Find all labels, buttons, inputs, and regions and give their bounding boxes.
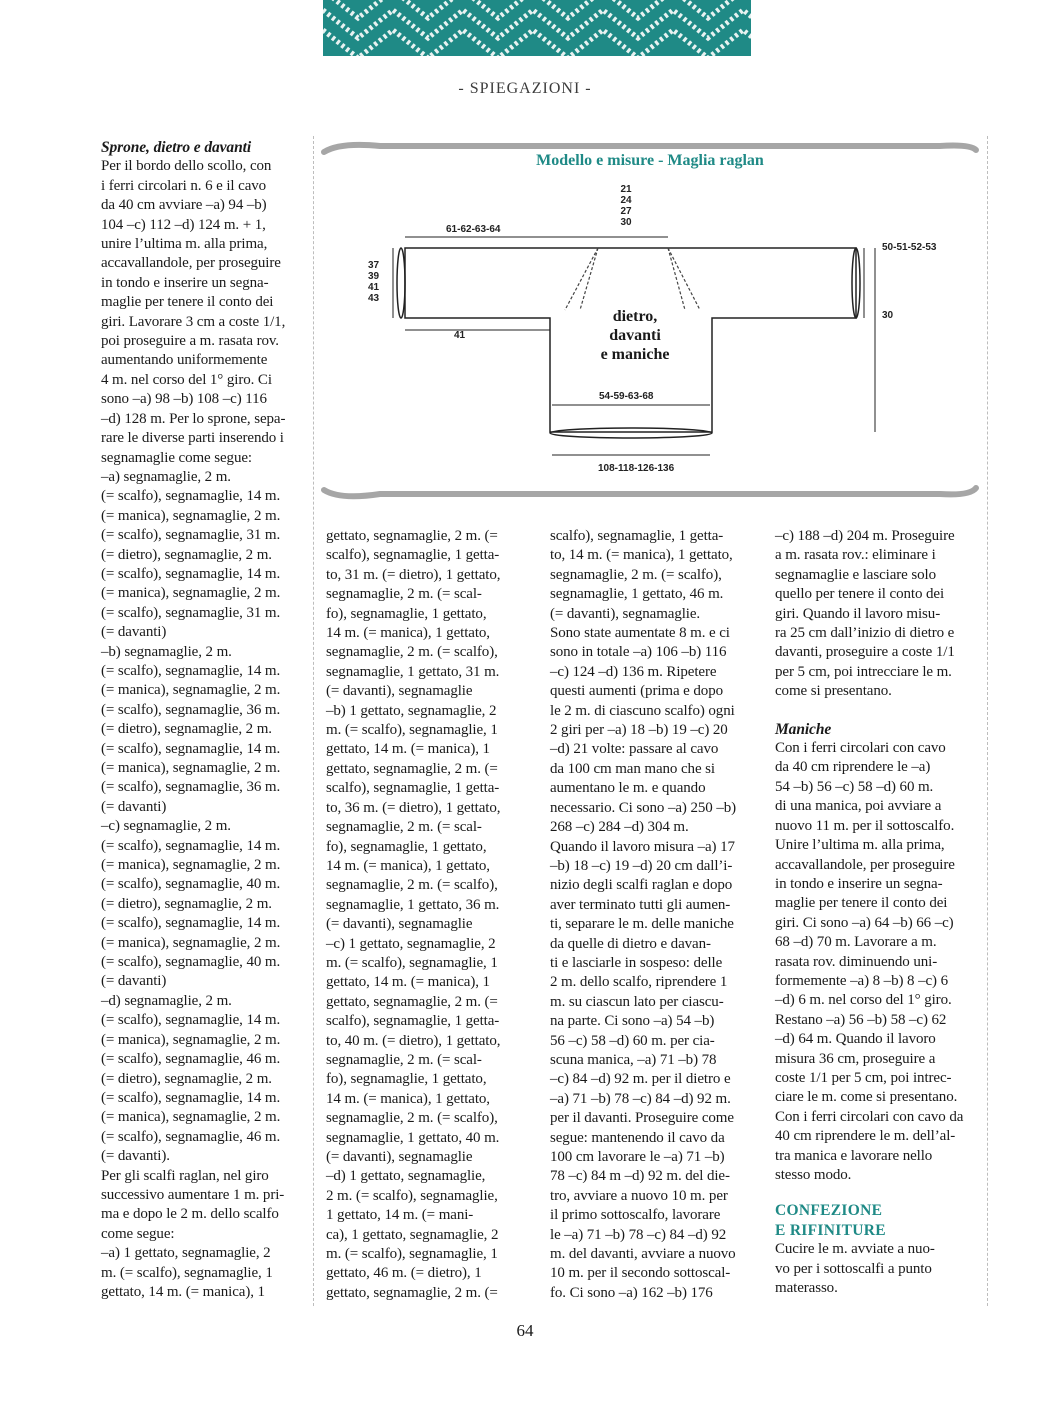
text-line: accavallandole, per proseguire	[775, 856, 955, 873]
text-line: 268 –c) 284 –d) 304 m.	[550, 819, 689, 836]
text-line: 1 gettato, 14 m. (= mani-	[326, 1207, 474, 1224]
text-line: scalfo), segnamaglie, 1 getta-	[550, 528, 724, 544]
text-line: –a) 71 –b) 78 –c) 84 –d) 92 m.	[550, 1090, 731, 1107]
text-line: (= davanti), segnamaglie	[326, 916, 473, 933]
text-line: (= dietro), segnamaglie, 2 m.	[101, 546, 272, 563]
text-line: 2 m. (= scalfo), segnamaglie,	[326, 1187, 498, 1204]
text-line: (= scalfo), segnamaglie, 14 m.	[101, 837, 281, 854]
text-line: segue: mantenendo il cavo da	[550, 1129, 725, 1146]
text-line: da 40 cm avviare –a) 94 –b)	[101, 197, 267, 214]
text-line: –c) segnamaglie, 2 m.	[101, 818, 231, 835]
text-line: (= scalfo), segnamaglie, 36 m.	[101, 779, 281, 796]
text-line: –a) segnamaglie, 2 m.	[101, 468, 231, 485]
text-line: segnamaglie, 2 m. (= scal-	[326, 1051, 482, 1068]
text-line: come si presentano.	[775, 683, 892, 700]
text-line: unire l’ultima m. alla prima,	[101, 236, 268, 253]
text-line: giri. Quando il lavoro misu-	[775, 605, 941, 622]
text-line: (= scalfo), segnamaglie, 46 m.	[101, 1128, 281, 1145]
text-line: (= scalfo), segnamaglie, 14 m.	[101, 915, 281, 932]
text-line: sono in totale –a) 106 –b) 116	[550, 644, 727, 661]
text-line: (= scalfo), segnamaglie, 14 m.	[101, 740, 281, 757]
text-line: m. (= scalfo), segnamaglie, 1	[326, 722, 498, 739]
text-line: 56 –c) 58 –d) 60 m. per cia-	[550, 1032, 715, 1049]
text-line: ca), 1 gettato, segnamaglie, 2	[326, 1226, 499, 1243]
text-line: –c) 188 –d) 204 m. Proseguire	[775, 528, 955, 544]
text-line: gettato, 14 m. (= manica), 1	[326, 741, 490, 758]
text-line: segnamaglie, 2 m. (= scal-	[326, 586, 482, 603]
text-line: quello per tenere il conto dei	[775, 586, 945, 603]
text-line: (= scalfo), segnamaglie, 40 m.	[101, 954, 281, 971]
text-line: 100 cm lavorare le –a) 71 –b)	[550, 1149, 725, 1165]
text-line: (= davanti)	[101, 798, 167, 815]
text-line: Quando il lavoro misura –a) 17	[550, 838, 735, 855]
text-line: (= davanti).	[101, 1148, 170, 1165]
text-line: scalfo), segnamaglie, 1 getta-	[326, 1013, 500, 1030]
text-line: Con i ferri circolari con cavo da	[775, 1108, 964, 1125]
text-line: (= scalfo), segnamaglie, 14 m.	[101, 1012, 281, 1029]
text-line: scalfo), segnamaglie, 1 getta-	[326, 547, 500, 564]
text-line: –b) 1 gettato, segnamaglie, 2	[326, 702, 497, 719]
text-line: to, 31 m. (= dietro), 1 gettato,	[326, 566, 501, 583]
text-line: Per gli scalfi raglan, nel giro	[101, 1167, 269, 1184]
text-line: nuovo 11 m. per il sottoscalfo.	[775, 817, 955, 834]
text-line: (= scalfo), segnamaglie, 46 m.	[101, 1051, 281, 1068]
text-line: maglie per tenere il conto dei	[775, 895, 948, 912]
text-line: m. (= scalfo), segnamaglie, 1	[101, 1264, 273, 1281]
text-line: i ferri circolari n. 6 e il cavo	[101, 177, 267, 194]
text-line: (= manica), segnamaglie, 2 m.	[101, 934, 281, 951]
circumference-label: 108-118-126-136	[598, 463, 675, 474]
text-line: da 40 cm riprendere le –a)	[775, 759, 931, 776]
text-line: –b) segnamaglie, 2 m.	[101, 643, 232, 660]
subsection-heading: Sprone, dietro e davanti	[101, 139, 252, 156]
text-line: 68 –d) 70 m. Lavorare a m.	[775, 934, 937, 951]
text-line: (= scalfo), segnamaglie, 31 m.	[101, 527, 281, 544]
sleeve-length-label: 61-62-63-64	[446, 224, 501, 235]
text-line: nizio degli scalfi raglan e dopo	[550, 877, 733, 894]
text-line: m. (= scalfo), segnamaglie, 1	[326, 1246, 498, 1263]
text-line: (= davanti)	[101, 624, 167, 641]
text-line: segnamaglie, 2 m. (= scalfo),	[326, 644, 498, 661]
text-line: m. su ciascun lato per ciascu-	[550, 993, 724, 1010]
text-line: segnamaglie, 2 m. (= scal-	[326, 819, 482, 836]
text-line: scuna manica, –a) 71 –b) 78	[550, 1051, 717, 1068]
text-line: fo), segnamaglie, 1 gettato,	[326, 1071, 487, 1088]
text-line: (= dietro), segnamaglie, 2 m.	[101, 721, 272, 738]
text-line: gettato, 14 m. (= manica), 1	[326, 974, 490, 991]
text-line: ti e lasciarle in sospeso: delle	[550, 954, 723, 971]
text-line: 2 m. dello scalfo, riprendere 1	[550, 974, 728, 991]
text-column-4	[775, 527, 975, 1298]
text-line: to, 36 m. (= dietro), 1 gettato,	[326, 799, 501, 816]
width-label: 54-59-63-68	[599, 391, 654, 402]
text-line: il primo sottoscalfo, lavorare	[550, 1207, 721, 1224]
text-line: –d) 1 gettato, segnamaglie,	[326, 1168, 486, 1185]
text-line: (= davanti), segnamaglie	[326, 1149, 473, 1165]
text-line: –d) segnamaglie, 2 m.	[101, 992, 232, 1009]
text-line: scalfo), segnamaglie, 1 getta-	[326, 780, 500, 797]
text-line: maglie per tenere il conto dei	[101, 294, 274, 311]
text-line: materasso.	[775, 1280, 838, 1297]
text-line: le 2 m. di ciascuno scalfo) ogni	[550, 702, 735, 719]
text-line: (= manica), segnamaglie, 2 m.	[101, 760, 281, 776]
text-line: (= scalfo), segnamaglie, 14 m.	[101, 662, 281, 679]
section-title: - SPIEGAZIONI -	[458, 80, 592, 97]
text-line: (= manica), segnamaglie, 2 m.	[101, 585, 281, 602]
text-line: to, 14 m. (= manica), 1 gettato,	[550, 547, 733, 564]
column-divider	[313, 136, 314, 1306]
diagram-center-label: dietro, davanti e maniche	[600, 308, 670, 363]
text-line: (= scalfo), segnamaglie, 14 m.	[101, 565, 281, 582]
text-line: per il davanti. Proseguire come	[550, 1110, 734, 1127]
text-column-3	[550, 527, 750, 1303]
text-line: rare le diverse parti inserendo i	[101, 430, 284, 447]
text-line: (= scalfo), segnamaglie, 36 m.	[101, 701, 281, 718]
text-line: Per il bordo dello scollo, con	[101, 158, 272, 175]
text-line: le –a) 71 –b) 78 –c) 84 –d) 92	[550, 1226, 727, 1243]
text-line: 14 m. (= manica), 1 gettato,	[326, 857, 490, 874]
text-line: coste 1/1 per 5 cm, poi intrec-	[775, 1069, 952, 1086]
text-line: sono –a) 98 –b) 108 –c) 116	[101, 391, 267, 408]
text-line: segnamaglie come segue:	[101, 449, 252, 466]
text-line: tra manica e lavorare nello	[775, 1147, 933, 1164]
text-line: ma e dopo le 2 m. dello scalfo	[101, 1206, 279, 1223]
neck-measure-label: 21 24 27 30	[620, 184, 632, 228]
cuff-label: 50-51-52-53	[882, 242, 937, 253]
text-line: 4 m. nel corso del 1° giro. Ci	[101, 371, 272, 388]
text-line: 14 m. (= manica), 1 gettato,	[326, 1090, 490, 1107]
text-line: Cucire le m. avviate a nuo-	[775, 1241, 935, 1258]
text-line: Restano –a) 56 –b) 58 –c) 62	[775, 1011, 947, 1028]
text-line: 104 –c) 112 –d) 124 m. + 1,	[101, 216, 266, 233]
text-line: segnamaglie, 2 m. (= scalfo),	[550, 566, 722, 583]
text-line: tro, avviare a nuovo 10 m. per	[550, 1187, 728, 1204]
underarm-label: 41	[454, 330, 466, 341]
column-divider	[987, 136, 988, 1306]
text-line: da 100 cm man mano che si	[550, 760, 715, 777]
text-line: –d) 21 volte: passare al cavo	[550, 741, 719, 758]
text-line: formemente –a) 8 –b) 8 –c) 6	[775, 972, 948, 989]
side-height-label: 37 39 41 43	[368, 260, 380, 304]
text-line: (= manica), segnamaglie, 2 m.	[101, 1109, 281, 1126]
text-line: (= scalfo), segnamaglie, 31 m.	[101, 604, 281, 621]
text-line: –c) 124 –d) 136 m. Ripetere	[550, 663, 717, 680]
text-line: davanti, proseguire a coste 1/1	[775, 644, 955, 661]
text-line: fo), segnamaglie, 1 gettato,	[326, 838, 487, 855]
text-line: poi proseguire a m. rasata rov.	[101, 333, 279, 350]
text-line: vo per i sottoscalfi a punto	[775, 1260, 932, 1277]
text-line: per 5 cm, poi intrecciare le m.	[775, 663, 952, 680]
text-line: rasata rov. diminuendo uni-	[775, 953, 938, 970]
text-line: gettato, segnamaglie, 2 m. (=	[326, 528, 498, 544]
text-line: –c) 84 –d) 92 m. per il dietro e	[550, 1071, 731, 1088]
text-line: –a) 1 gettato, segnamaglie, 2	[101, 1245, 271, 1262]
text-line: aumentando uniformemente	[101, 352, 268, 369]
text-line: –c) 1 gettato, segnamaglie, 2	[326, 935, 496, 952]
text-line: fo. Ci sono –a) 162 –b) 176	[550, 1284, 713, 1301]
text-line: (= dietro), segnamaglie, 2 m.	[101, 1070, 272, 1087]
diagram-title: Modello e misure - Maglia raglan	[536, 152, 764, 169]
text-line: necessario. Ci sono –a) 250 –b)	[550, 799, 737, 816]
text-column-1	[101, 138, 301, 1302]
page-number: 64	[516, 1321, 534, 1340]
body-height-label: 30	[882, 310, 894, 321]
text-line: aver terminato tutti gli aumen-	[550, 896, 731, 913]
text-line: (= manica), segnamaglie, 2 m.	[101, 507, 281, 524]
subsection-heading: Maniche	[775, 720, 832, 738]
text-line: to, 40 m. (= dietro), 1 gettato,	[326, 1032, 501, 1049]
text-line: ra 25 cm dall’inizio di dietro e	[775, 625, 955, 642]
text-line: Unire l’ultima m. alla prima,	[775, 837, 945, 854]
text-column-2	[326, 527, 526, 1303]
text-line: giri. Lavorare 3 cm a coste 1/1,	[101, 313, 286, 330]
text-line: segnamaglie, 1 gettato, 46 m.	[550, 586, 724, 603]
text-line: aumentano le m. e quando	[550, 780, 706, 797]
text-line: segnamaglie, 1 gettato, 40 m.	[326, 1129, 500, 1146]
text-line: (= scalfo), segnamaglie, 14 m.	[101, 488, 281, 505]
text-line: (= davanti)	[101, 973, 167, 990]
text-line: segnamaglie e lasciare solo	[775, 566, 936, 583]
text-line: 2 giri per –a) 18 –b) 19 –c) 20	[550, 722, 728, 739]
text-line: (= manica), segnamaglie, 2 m.	[101, 857, 281, 874]
text-line: (= scalfo), segnamaglie, 40 m.	[101, 876, 281, 893]
text-line: (= manica), segnamaglie, 2 m.	[101, 682, 281, 699]
text-line: gettato, 14 m. (= manica), 1	[101, 1283, 265, 1300]
text-line: di una manica, poi avviare a	[775, 798, 942, 815]
text-line: ti, separare le m. delle maniche	[550, 916, 734, 933]
text-line: 78 –c) 84 m –d) 92 m. del die-	[550, 1168, 730, 1185]
text-line: gettato, 46 m. (= dietro), 1	[326, 1265, 482, 1282]
text-line: –b) 18 –c) 19 –d) 20 cm dall’i-	[550, 857, 733, 874]
text-line: gettato, segnamaglie, 2 m. (=	[326, 1284, 498, 1301]
text-line: accavallandole, per proseguire	[101, 255, 281, 272]
text-line: 40 cm riprendere le m. dell’al-	[775, 1128, 956, 1145]
chevron-pattern-graphic	[323, 0, 751, 56]
text-line: segnamaglie, 2 m. (= scalfo),	[326, 877, 498, 894]
text-line: fo), segnamaglie, 1 gettato,	[326, 605, 487, 622]
text-line: segnamaglie, 1 gettato, 36 m.	[326, 896, 500, 913]
text-line: in tondo e inserire un segna-	[775, 875, 943, 892]
text-line: come segue:	[101, 1225, 175, 1242]
text-line: (= scalfo), segnamaglie, 14 m.	[101, 1089, 281, 1106]
text-line: giri. Ci sono –a) 64 –b) 66 –c)	[775, 914, 954, 931]
text-line: –d) 64 m. Quando il lavoro	[775, 1031, 936, 1048]
text-line: ciare le m. come si presentano.	[775, 1089, 958, 1106]
text-line: –d) 128 m. Per lo sprone, sepa-	[101, 410, 286, 427]
text-line: successivo aumentare 1 m. pri-	[101, 1186, 285, 1203]
text-line: (= manica), segnamaglie, 2 m.	[101, 1031, 281, 1048]
text-line: stesso modo.	[775, 1167, 852, 1183]
text-line: m. del davanti, avviare a nuovo	[550, 1246, 736, 1263]
text-line: gettato, segnamaglie, 2 m. (=	[326, 760, 498, 777]
text-line: (= davanti), segnamaglie.	[550, 605, 701, 622]
text-line: (= davanti), segnamaglie	[326, 683, 473, 700]
text-line: Con i ferri circolari con cavo	[775, 740, 946, 757]
text-line: questi aumenti (prima e dopo	[550, 683, 723, 700]
text-line: 54 –b) 56 –c) 58 –d) 60 m.	[775, 778, 934, 795]
text-line: (= dietro), segnamaglie, 2 m.	[101, 895, 272, 912]
text-line: na parte. Ci sono –a) 54 –b)	[550, 1013, 715, 1030]
text-line: –d) 6 m. nel corso del 1° giro.	[775, 992, 952, 1009]
text-line: 14 m. (= manica), 1 gettato,	[326, 625, 490, 642]
text-line: m. (= scalfo), segnamaglie, 1	[326, 954, 498, 971]
text-line: Sono state aumentate 8 m. e ci	[550, 625, 730, 642]
subsection-heading-teal: CONFEZIONE E RIFINITURE	[775, 1202, 886, 1239]
text-line: gettato, segnamaglie, 2 m. (=	[326, 993, 498, 1010]
text-line: 10 m. per il secondo sottoscal-	[550, 1265, 731, 1282]
text-line: in tondo e inserire un segna-	[101, 274, 269, 291]
knit-pattern-banner	[323, 0, 751, 56]
text-line: da quelle di dietro e davan-	[550, 935, 711, 952]
text-line: misura 36 cm, proseguire a	[775, 1050, 936, 1067]
text-line: segnamaglie, 1 gettato, 31 m.	[326, 663, 500, 680]
text-line: a m. rasata rov.: eliminare i	[775, 547, 936, 564]
text-line: segnamaglie, 2 m. (= scalfo),	[326, 1110, 498, 1127]
